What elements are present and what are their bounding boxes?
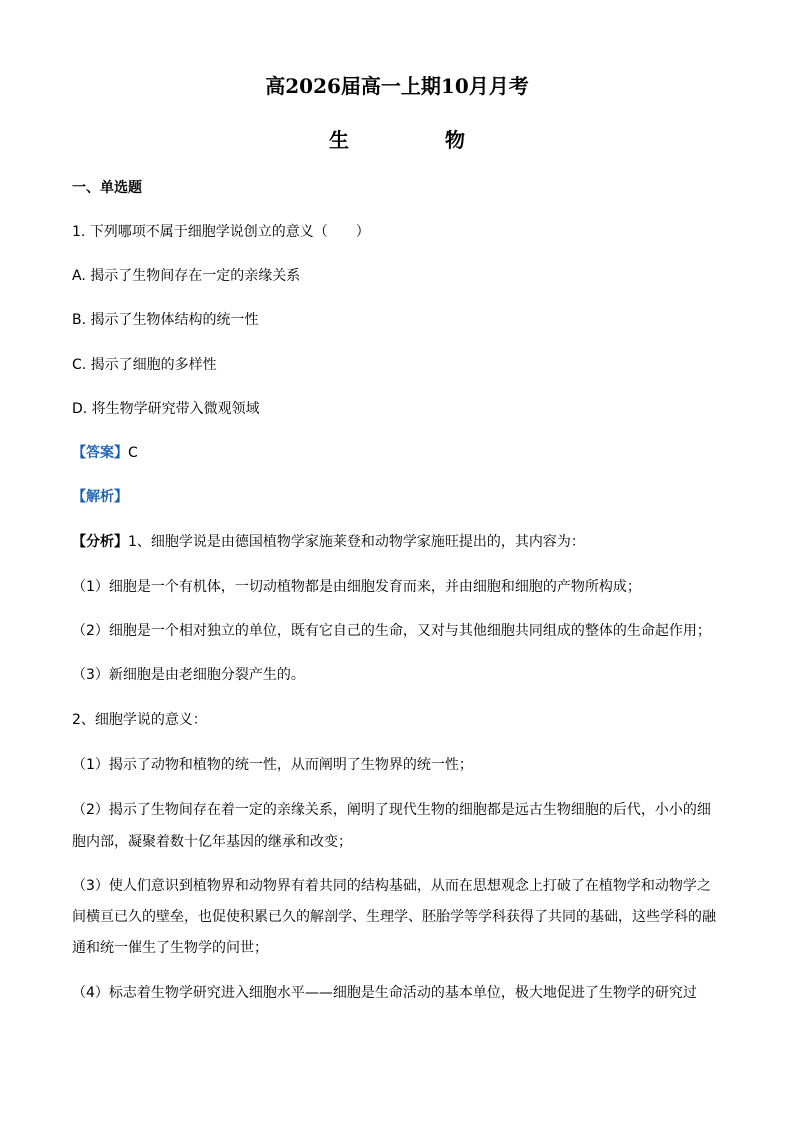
answer-tag: 【答案】 (72, 445, 128, 461)
option-d: D. 将生物学研究带入微观领域 (72, 401, 260, 417)
content-point-2: （2）细胞是一个相对独立的单位，既有它自己的生命，又对与其他细胞共同组成的整体的生命起作用； (72, 623, 711, 639)
analysis-tag: 【分析】 (72, 534, 128, 550)
answer-line (72, 443, 722, 463)
question-stem: 1. 下列哪项不属于细胞学说创立的意义（ ） (72, 224, 370, 240)
option-c: C. 揭示了细胞的多样性 (72, 357, 217, 373)
explanation-tag: 【解析】 (72, 489, 128, 505)
significance-line-6: 通和统一催生了生物学的问世； (72, 940, 268, 956)
answer-value: C (128, 445, 138, 461)
explanation-header (72, 487, 722, 507)
significance-line-4: （3）使人们意识到植物界和动物界有着共同的结构基础，从而在思想观念上打破了在植物学和动物学之 (72, 878, 711, 894)
option-a: A. 揭示了生物间存在一定的亲缘关系 (72, 268, 301, 284)
section-title: 一、单选题 (72, 180, 142, 196)
subject-title: 生 物 (329, 128, 503, 152)
significance-line-5: 间横亘已久的壁垒，也促使积累已久的解剖学、生理学、胚胎学等学科获得了共同的基础，这些学科的融 (72, 909, 716, 925)
exam-title: 高2026届高一上期10月月考 (265, 74, 529, 98)
content-point-1: （1）细胞是一个有机体，一切动植物都是由细胞发育而来，并由细胞和细胞的产物所构成； (72, 579, 641, 595)
significance-line-1: （1）揭示了动物和植物的统一性，从而阐明了生物界的统一性； (72, 757, 473, 773)
significance-line-2: （2）揭示了生物间存在着一定的亲缘关系，阐明了现代生物的细胞都是远古生物细胞的后代，小小的细 (72, 802, 711, 818)
content-point-3: （3）新细胞是由老细胞分裂产生的。 (72, 667, 305, 683)
analysis-intro: 1、细胞学说是由德国植物学家施莱登和动物学家施旺提出的，其内容为： (128, 534, 585, 550)
option-b: B. 揭示了生物体结构的统一性 (72, 312, 259, 328)
significance-line-7: （4）标志着生物学研究进入细胞水平——细胞是生命活动的基本单位，极大地促进了生物学的研究过 (72, 985, 697, 1001)
analysis-line (72, 532, 722, 552)
significance-line-3: 胞内部，凝聚着数十亿年基因的继承和改变； (72, 834, 352, 850)
significance-title: 2、细胞学说的意义： (72, 712, 207, 728)
